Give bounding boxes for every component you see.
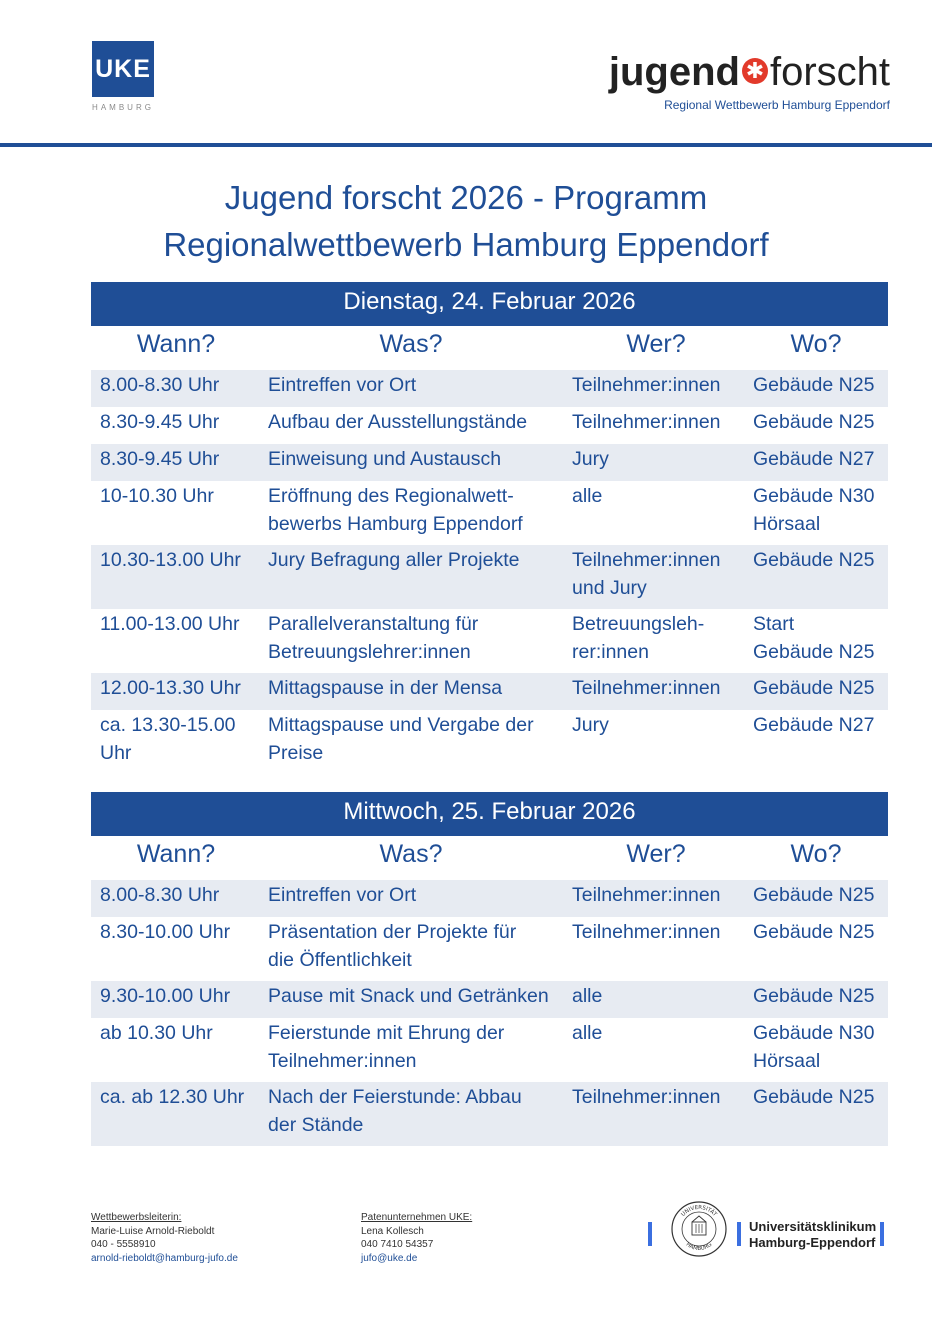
row-where xyxy=(753,919,888,947)
col-header-wo: Wo? xyxy=(790,840,842,868)
col-header-wer: Wer? xyxy=(626,840,686,868)
col-header-wer: Wer? xyxy=(626,330,686,358)
row-what-line: Eintreffen vor Ort xyxy=(268,884,417,906)
schedule-row xyxy=(91,917,888,981)
row-who-line: Teilnehmer:innen xyxy=(572,677,721,699)
row-who-line: Jury xyxy=(572,714,609,736)
row-where xyxy=(753,446,888,474)
row-what-line: Mittagspause in der Mensa xyxy=(268,677,503,699)
schedule-row xyxy=(91,880,888,917)
row-who xyxy=(572,882,747,910)
row-who-line: Betreuungsleh- xyxy=(572,613,705,635)
row-who xyxy=(572,712,747,740)
schedule-day-2 xyxy=(91,792,888,1146)
col-header-wann: Wann? xyxy=(136,330,216,358)
schedule-day-1 xyxy=(91,282,888,774)
university-seal-icon xyxy=(670,1200,728,1258)
schedule-row xyxy=(91,1018,888,1082)
jugend-forscht-logo xyxy=(609,50,890,112)
row-when xyxy=(100,1084,260,1112)
row-where xyxy=(753,882,888,910)
row-when-line: 8.30-9.45 Uhr xyxy=(100,411,220,433)
jugend-forscht-wordmark xyxy=(609,50,890,94)
row-when-line: Uhr xyxy=(100,741,132,764)
row-when-line: 8.30-10.00 Uhr xyxy=(100,921,231,943)
footer-email-link[interactable]: arnold-rieboldt@hamburg-jufo.de xyxy=(91,1252,238,1264)
jf-word-forscht: forscht xyxy=(769,50,890,94)
row-what xyxy=(268,983,568,1011)
row-where-line: Gebäude N27 xyxy=(753,714,875,736)
col-header-wo: Wo? xyxy=(790,330,842,358)
row-what-line: Einweisung und Austausch xyxy=(268,448,502,470)
page-subtitle: Regionalwettbewerb Hamburg Eppendorf xyxy=(163,226,769,263)
row-what-line: Preise xyxy=(268,741,324,764)
schedule-row xyxy=(91,545,888,609)
row-what-line: Aufbau der Ausstellungstände xyxy=(268,411,528,433)
day-heading: Mittwoch, 25. Februar 2026 xyxy=(91,792,888,836)
row-who xyxy=(572,675,747,703)
uke-logo-mark: UKE xyxy=(92,41,154,97)
row-who-line: Teilnehmer:innen xyxy=(572,374,721,396)
row-who xyxy=(572,983,747,1011)
row-who xyxy=(572,547,747,602)
row-when-line: 12.00-13.30 Uhr xyxy=(100,677,241,699)
row-what-line: die Öffentlichkeit xyxy=(268,948,412,971)
row-who-line: alle xyxy=(572,985,603,1007)
row-when xyxy=(100,547,260,575)
schedule-row xyxy=(91,609,888,673)
row-what xyxy=(268,611,568,666)
row-what-line: Jury Befragung aller Projekte xyxy=(268,549,520,571)
row-what-line: Nach der Feierstunde: Abbau xyxy=(268,1086,522,1108)
footer-label: Wettbewerbsleiterin: xyxy=(91,1212,182,1223)
row-where-line: Gebäude N25 xyxy=(753,549,875,571)
schedule-row xyxy=(91,1082,888,1146)
uk-bar-end xyxy=(880,1222,884,1246)
row-where-line: Start xyxy=(753,613,795,635)
svg-text:HAMBURG xyxy=(685,1242,714,1252)
row-when xyxy=(100,372,260,400)
row-when-line: 9.30-10.00 Uhr xyxy=(100,985,231,1007)
uke-logo xyxy=(92,41,154,115)
row-who xyxy=(572,372,747,400)
row-where xyxy=(753,675,888,703)
row-what-line: Pause mit Snack und Getränken xyxy=(268,985,549,1007)
row-what-line: Präsentation der Projekte für xyxy=(268,921,517,943)
row-what-line: Eintreffen vor Ort xyxy=(268,374,417,396)
row-when-line: 11.00-13.00 Uhr xyxy=(100,613,240,635)
row-who-line: Jury xyxy=(572,448,609,470)
row-what-line: Mittagspause und Vergabe der xyxy=(268,714,534,736)
row-who xyxy=(572,483,747,511)
jf-logo-subtitle: Regional Wettbewerb Hamburg Eppendorf xyxy=(664,98,890,112)
row-where-line: Hörsaal xyxy=(753,1049,821,1072)
schedule-row xyxy=(91,444,888,481)
row-who xyxy=(572,1020,747,1048)
jf-word-jugend: jugend xyxy=(608,50,740,94)
row-what-line: der Stände xyxy=(268,1113,364,1136)
column-headers xyxy=(91,836,888,880)
row-who-line: Teilnehmer:innen xyxy=(572,884,721,906)
footer-name: Marie-Luise Arnold-Rieboldt xyxy=(91,1225,215,1237)
row-what xyxy=(268,882,568,910)
row-who-line: Teilnehmer:innen xyxy=(572,411,721,433)
row-when xyxy=(100,1020,260,1048)
row-when-line: 8.30-9.45 Uhr xyxy=(100,448,220,470)
row-when-line: ab 10.30 Uhr xyxy=(100,1022,213,1044)
row-where-line: Gebäude N30 xyxy=(753,1022,875,1044)
page-title: Jugend forscht 2026 - Programm xyxy=(224,179,708,216)
col-header-was: Was? xyxy=(379,330,443,358)
footer-phone: 040 - 5558910 xyxy=(91,1239,156,1250)
row-where xyxy=(753,483,888,538)
row-where-line: Gebäude N25 xyxy=(753,374,875,396)
row-where xyxy=(753,712,888,740)
row-when xyxy=(100,882,260,910)
row-where-line: Gebäude N25 xyxy=(753,1086,875,1108)
row-when-line: 10-10.30 Uhr xyxy=(100,485,214,507)
row-who xyxy=(572,409,747,437)
row-what-line: Teilnehmer:innen xyxy=(268,1049,417,1072)
row-what xyxy=(268,446,568,474)
row-who-line: rer:innen xyxy=(572,640,649,663)
row-when xyxy=(100,409,260,437)
row-where-line: Gebäude N25 xyxy=(753,677,875,699)
row-what xyxy=(268,919,568,974)
row-when-line: ca. ab 12.30 Uhr xyxy=(100,1086,245,1108)
seal-text-bottom: HAMBURG xyxy=(684,1241,714,1253)
schedule-row xyxy=(91,981,888,1018)
row-where-line: Gebäude N25 xyxy=(753,411,875,433)
row-what-line: Betreuungslehrer:innen xyxy=(268,640,471,663)
uke-logo-subtext: HAMBURG xyxy=(92,103,154,112)
footer-name: Lena Kollesch xyxy=(361,1225,424,1237)
row-what xyxy=(268,483,568,538)
header-divider xyxy=(0,143,932,147)
row-what xyxy=(268,372,568,400)
row-when-line: 8.00-8.30 Uhr xyxy=(100,884,220,906)
row-what xyxy=(268,547,568,575)
row-what xyxy=(268,712,568,767)
row-where-line: Gebäude N25 xyxy=(753,884,875,906)
row-when xyxy=(100,919,260,947)
row-who xyxy=(572,446,747,474)
row-what xyxy=(268,1020,568,1075)
row-where xyxy=(753,409,888,437)
column-headers xyxy=(91,326,888,370)
row-when xyxy=(100,712,260,767)
schedule-row xyxy=(91,481,888,545)
schedule-row xyxy=(91,673,888,710)
row-when-line: 8.00-8.30 Uhr xyxy=(100,374,220,396)
footer-contact-leader xyxy=(91,1211,238,1265)
row-what-line: Feierstunde mit Ehrung der xyxy=(268,1022,505,1044)
footer-email-link[interactable]: jufo@uke.de xyxy=(361,1252,418,1264)
row-who-line: und Jury xyxy=(572,576,647,599)
row-who xyxy=(572,919,747,947)
row-who-line: Teilnehmer:innen xyxy=(572,921,721,943)
row-what-line: Eröffnung des Regionalwett- xyxy=(268,485,514,507)
row-where-line: Gebäude N25 xyxy=(753,985,875,1007)
uk-bar-left xyxy=(648,1222,652,1246)
row-what-line: Parallelveranstaltung für xyxy=(268,613,479,635)
schedule-row xyxy=(91,710,888,774)
footer-label: Patenunternehmen UKE: xyxy=(361,1212,473,1223)
row-when xyxy=(100,611,260,639)
row-where-line: Gebäude N30 xyxy=(753,485,875,507)
uke-wordmark xyxy=(749,1219,876,1251)
row-where-line: Gebäude N25 xyxy=(753,640,875,663)
row-when-line: 10.30-13.00 Uhr xyxy=(100,549,241,571)
row-who-line: Teilnehmer:innen xyxy=(572,1086,721,1108)
uke-wordmark-line1: Universitätsklinikum xyxy=(749,1219,877,1234)
row-what xyxy=(268,409,568,437)
row-who-line: Teilnehmer:innen xyxy=(572,549,721,571)
row-what xyxy=(268,1084,568,1139)
row-where-line: Gebäude N25 xyxy=(753,921,875,943)
footer-contact-sponsor xyxy=(361,1211,472,1265)
star-icon: ✱ xyxy=(742,58,768,84)
row-who xyxy=(572,611,747,666)
row-who xyxy=(572,1084,747,1112)
uke-wordmark-line2: Hamburg-Eppendorf xyxy=(749,1235,876,1250)
row-who-line: alle xyxy=(572,1022,603,1044)
row-where xyxy=(753,983,888,1011)
col-header-was: Was? xyxy=(379,840,443,868)
row-where xyxy=(753,1020,888,1075)
schedule-row xyxy=(91,370,888,407)
col-header-wann: Wann? xyxy=(136,840,216,868)
row-when xyxy=(100,446,260,474)
row-where xyxy=(753,372,888,400)
row-where-line: Gebäude N27 xyxy=(753,448,875,470)
row-when xyxy=(100,675,260,703)
row-when-line: ca. 13.30-15.00 xyxy=(100,714,236,736)
seal-text-top: UNIVERSITÄT xyxy=(680,1204,718,1218)
row-when xyxy=(100,983,260,1011)
row-what-line: bewerbs Hamburg Eppendorf xyxy=(268,512,523,535)
row-where-line: Hörsaal xyxy=(753,512,821,535)
row-who-line: alle xyxy=(572,485,603,507)
row-where xyxy=(753,611,888,666)
schedule-row xyxy=(91,407,888,444)
day-heading: Dienstag, 24. Februar 2026 xyxy=(91,282,888,326)
footer-phone: 040 7410 54357 xyxy=(361,1239,434,1250)
row-when xyxy=(100,483,260,511)
row-where xyxy=(753,1084,888,1112)
uk-bar-right xyxy=(737,1222,741,1246)
row-what xyxy=(268,675,568,703)
row-where xyxy=(753,547,888,575)
